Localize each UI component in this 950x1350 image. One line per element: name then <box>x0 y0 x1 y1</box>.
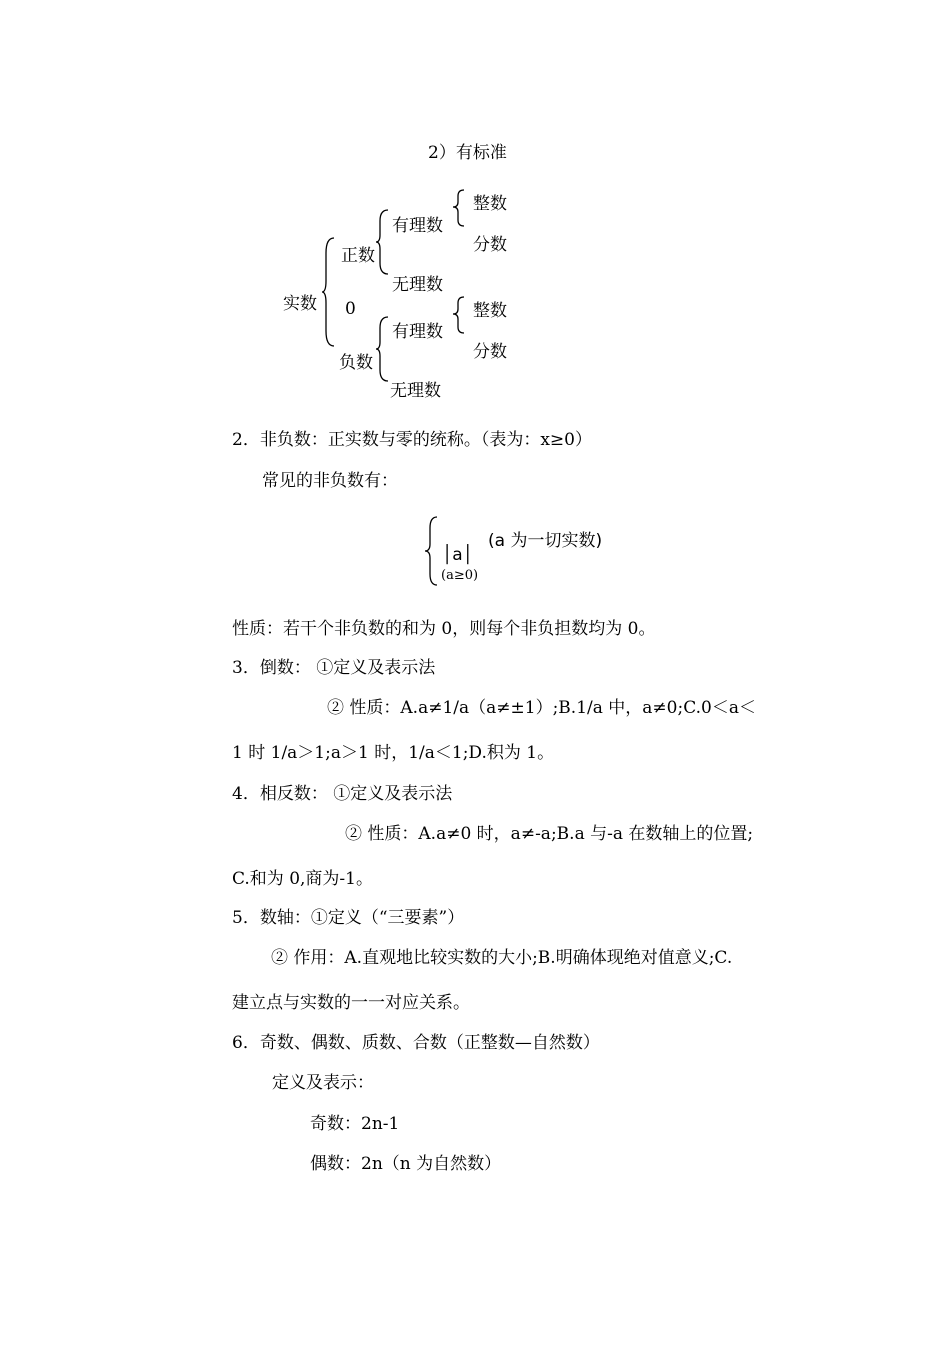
item-3-property-b: 1 时 1/a＞1;a＞1 时，1/a＜1;D.积为 1。 <box>232 743 555 763</box>
item-6-definition: 定义及表示： <box>272 1073 374 1093</box>
pos-rational-brace <box>452 189 466 227</box>
tree-node-negative: 负数 <box>339 353 373 373</box>
tree-node-neg-irrational: 无理数 <box>390 381 441 401</box>
item-2-common: 常见的非负数有： <box>262 471 398 491</box>
tree-node-pos-irrational: 无理数 <box>392 275 443 295</box>
item-5-number-line: 5．数轴：①定义（“三要素”） <box>232 908 465 928</box>
item-3-reciprocal: 3．倒数： ①定义及表示法 <box>232 658 436 678</box>
tree-leaf-neg-integer: 整数 <box>473 301 507 321</box>
root-brace <box>322 237 336 347</box>
item-4-opposite: 4．相反数： ①定义及表示法 <box>232 784 453 804</box>
item-5-use-b: 建立点与实数的一一对应关系。 <box>232 993 470 1013</box>
positive-brace <box>376 209 390 275</box>
nonneg-abs-note: (a 为一切实数) <box>488 531 603 551</box>
nonneg-abs-a: │a│ <box>442 545 473 565</box>
item-3-property-a: ② 性质：A.a≠1/a（a≠±1）;B.1/a 中，a≠0;C.0＜a＜ <box>327 698 756 718</box>
tree-node-pos-rational: 有理数 <box>392 216 443 236</box>
item-5-use-a: ② 作用：A.直观地比较实数的大小;B.明确体现绝对值意义;C. <box>271 948 733 968</box>
negative-brace <box>376 316 390 382</box>
nonneg-brace <box>425 516 439 586</box>
nonneg-cond: (a≥0) <box>441 568 479 583</box>
tree-node-positive: 正数 <box>341 246 375 266</box>
item-6-even: 偶数：2n（n 为自然数） <box>310 1154 502 1174</box>
section-heading: 2）有标准 <box>428 143 507 163</box>
tree-node-zero: 0 <box>345 299 356 319</box>
item-4-property-b: C.和为 0,商为-1。 <box>232 869 373 889</box>
item-2-nonnegative: 2．非负数：正实数与零的统称。（表为：x≥0） <box>232 430 592 450</box>
tree-leaf-neg-fraction: 分数 <box>473 342 507 362</box>
tree-leaf-pos-fraction: 分数 <box>473 235 507 255</box>
item-4-property-a: ② 性质：A.a≠0 时，a≠-a;B.a 与-a 在数轴上的位置; <box>345 824 754 844</box>
tree-root-real-numbers: 实数 <box>283 294 317 314</box>
item-2-property: 性质：若干个非负数的和为 0，则每个非负担数均为 0。 <box>232 619 656 639</box>
tree-node-neg-rational: 有理数 <box>392 322 443 342</box>
tree-leaf-pos-integer: 整数 <box>473 194 507 214</box>
neg-rational-brace <box>452 296 466 334</box>
item-6-odd-even: 6．奇数、偶数、质数、合数（正整数—自然数） <box>232 1033 600 1053</box>
item-6-odd: 奇数：2n-1 <box>310 1114 400 1134</box>
